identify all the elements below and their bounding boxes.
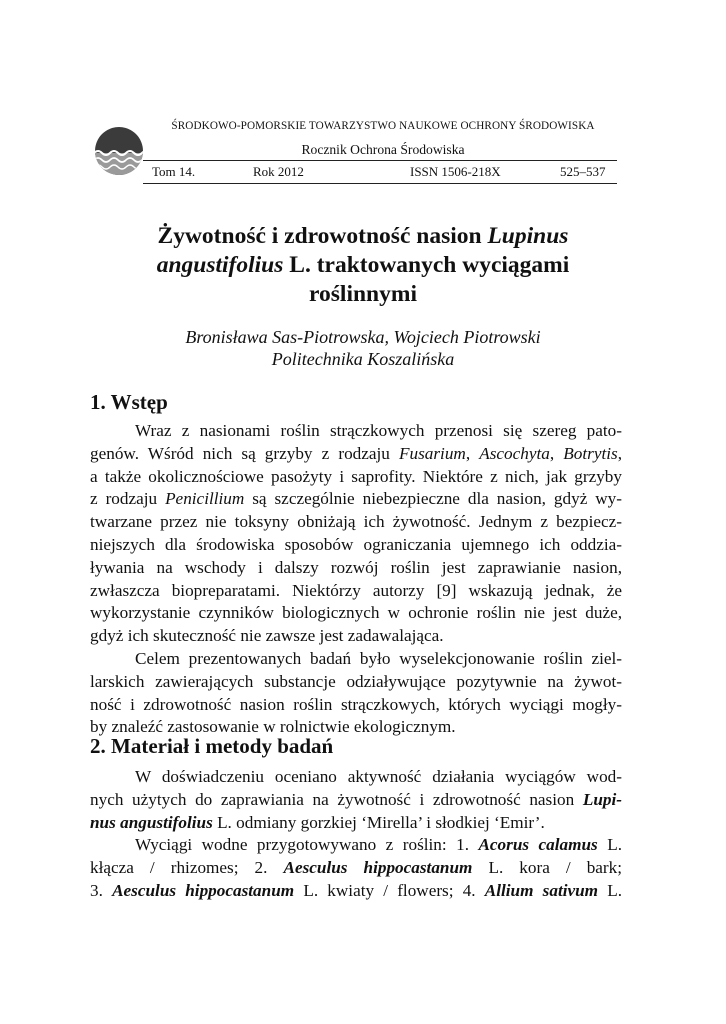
text-line: 3. Aesculus hippocastanum L. kwiaty / flowers; 4. Allium sativum L. (90, 880, 623, 900)
section-methods-body (90, 766, 622, 903)
text-line: twarzane przez nie toksyny obniżają ich żywotność. Jednym z bezpiecz- (90, 512, 622, 532)
title-genus: Lupinus (487, 223, 569, 249)
title-text: L. traktowanych wyciągami (283, 252, 570, 278)
page-range: 525–537 (560, 164, 606, 179)
text-line: Celem prezentowanych badań było wyselekcjonowanie roślin ziel- (135, 648, 622, 668)
text-line: ność i zdrowotność nasion roślin strączkowych, których wyciągi mogły- (90, 694, 622, 714)
authors-block (90, 326, 636, 370)
text-line: niejszych dla środowiska sposobów ograniczania ujemnego ich oddzia- (90, 534, 622, 554)
paper-title (90, 222, 636, 309)
section-heading-intro: 1. Wstęp (90, 390, 168, 414)
text-line: Wraz z nasionami roślin strączkowych przenosi się szereg pato- (135, 421, 622, 440)
volume: Tom 14. (152, 164, 196, 179)
year: Rok 2012 (253, 164, 304, 179)
header-rule-top (143, 160, 617, 161)
title-species: angustifolius (156, 252, 284, 278)
text-line: wykorzystanie czynników biologicznych w ochronie roślin nie jest duże, (90, 603, 622, 623)
journal-logo-icon (94, 126, 144, 176)
text-line: gdyż ich skuteczność nie zawsze jest zadawalająca. (90, 626, 444, 646)
journal-name: Rocznik Ochrona Środowiska (301, 142, 465, 157)
title-text: Żywotność i zdrowotność nasion (157, 223, 488, 249)
author-affiliation: Politechnika Koszalińska (271, 349, 455, 369)
section-heading-methods: 2. Materiał i metody badań (90, 734, 334, 758)
text-line: larskich zawierających substancje odziaływujące pozytywnie na żywot- (90, 671, 622, 691)
text-line: by znaleźć zastosowanie w rolnictwie ekologicznym. (90, 717, 456, 737)
section-intro-body (90, 420, 622, 739)
text-line: Wyciągi wodne przygotowywano z roślin: 1. Acorus calamus L. (135, 835, 622, 855)
author-names: Bronisława Sas-Piotrowska, Wojciech Piotrowski (185, 327, 541, 347)
text-line: nus angustifolius L. odmiany gorzkiej ‘Mirella’ i słodkiej ‘Emir’. (90, 812, 545, 832)
text-line: W doświadczeniu oceniano aktywność działania wyciągów wod- (135, 767, 622, 786)
society-name: ŚRODKOWO-POMORSKIE TOWARZYSTWO NAUKOWE OCHRONY ŚRODOWISKA (171, 120, 595, 132)
text-line: a także okolicznościowe pasożyty i saprofity. Niektóre z nich, jak grzyby (90, 466, 622, 486)
text-line: kłącza / rhizomes; 2. Aesculus hippocastanum L. kora / bark; (90, 858, 623, 878)
text-line: genów. Wśród nich są grzyby z rodzaju Fusarium, Ascochyta, Botrytis, (90, 443, 622, 463)
header-rule-bottom (143, 183, 617, 184)
text-line: zwłaszcza biopreparatami. Niektórzy autorzy [9] wskazują jednak, że (90, 580, 622, 600)
text-line: z rodzaju Penicillium są szczególnie niebezpieczne dla nasion, gdyż wy- (90, 489, 622, 509)
issn: ISSN 1506-218X (410, 164, 501, 179)
title-text: roślinnymi (309, 281, 417, 307)
text-line: ływania na wschody i dalszy rozwój roślin jest zaprawianie nasion, (90, 557, 622, 577)
text-line: nych użytych do zaprawiania na żywotność i zdrowotność nasion Lupi- (90, 789, 622, 809)
